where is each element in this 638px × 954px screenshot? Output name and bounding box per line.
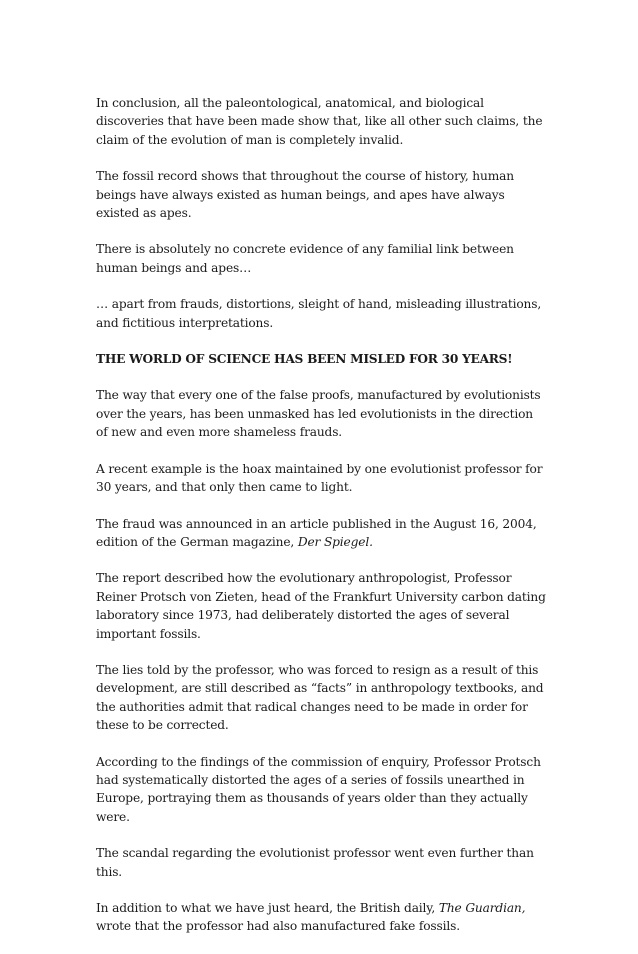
document-page [96,94,548,954]
paragraph-conclusion: In conclusion, all the paleontological, anatomical, and biological discoveries that have been made show that, like all other such claims, the claim of the evolution of man is completely invalid. [96,96,543,147]
fraud-announced-text: The fraud was announced in an article published in the August 16, 2004, edition of the German magazine, [96,516,537,549]
magazine-name: Der Spiegel. [297,534,373,549]
paragraph-apart-from-frauds: … apart from frauds, distortions, sleight of hand, misleading illustrations, and fictitious interpretations. [96,297,542,330]
paragraph-commission-findings: According to the findings of the commission of enquiry, Professor Protsch had systematically distorted the ages of a series of fossils unearthed in Europe, portraying them as thousands of years older than they actually were. [96,754,541,824]
paragraph-guardian [96,899,548,936]
newspaper-name: The Guardian, [438,901,526,915]
paragraph-recent-example: A recent example is the hoax maintained by one evolutionist professor for 30 years, and that only then came to light. [96,461,543,495]
paragraph-fossil-record: The fossil record shows that throughout the course of history, human beings have always existed as human beings, and apes have always existed as apes. [96,169,514,221]
guardian-text-after: wrote that the professor had also manufactured fake fossils. [96,919,460,934]
paragraph-no-evidence: There is absolutely no concrete evidence of any familial link between human beings and apes… [96,242,514,275]
section-heading: THE WORLD OF SCIENCE HAS BEEN MISLED FOR 30 YEARS! [96,352,513,367]
paragraph-scandal: The scandal regarding the evolutionist professor went even further than this. [96,846,534,879]
paragraph-fraud-announced [96,515,548,552]
paragraph-lies-told: The lies told by the professor, who was forced to resign as a result of this development, are still described as “facts” in anthropology textbooks, and the authorities admit that radical changes need to be made in order for these to be corrected. [96,662,544,733]
paragraph-report-described: The report described how the evolutionary anthropologist, Professor Reiner Protsch von Zieten, head of the Frankfurt University carbon dating laboratory since 1973, had deliberately distorted the ages of several important fossils. [96,571,546,641]
guardian-text-before: In addition to what we have just heard, the British daily, [96,901,439,915]
paragraph-false-proofs: The way that every one of the false proofs, manufactured by evolutionists over the years, has been unmasked has led evolutionists in the direction of new and even more shameless frauds. [96,388,541,440]
